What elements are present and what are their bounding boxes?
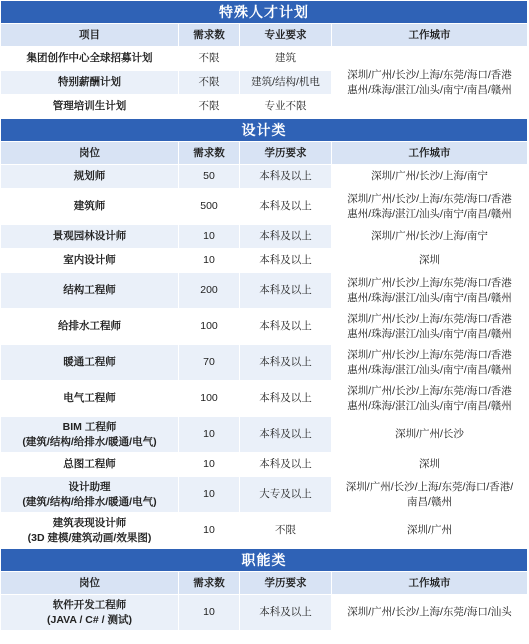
row-city — [332, 165, 528, 189]
row-count: 100 — [179, 309, 240, 345]
row-count: 10 — [179, 453, 240, 477]
city-line: 深圳/广州/长沙/上海/东莞/海口/香港 — [347, 192, 512, 205]
city-line: 惠州/珠海/湛江/汕头/南宁/南昌/赣州 — [347, 291, 512, 304]
col-header-education: 学历要求 — [240, 142, 332, 165]
table-row — [1, 381, 528, 417]
functional-column-headers — [1, 572, 528, 595]
row-city — [332, 309, 528, 345]
row-city — [332, 595, 528, 631]
city-line: 深圳/广州/长沙/上海/东莞/海口/香港 — [347, 312, 512, 325]
row-count: 10 — [179, 595, 240, 631]
row-name-subline: (3D 建模/建筑动画/效果图) — [27, 531, 152, 544]
row-name: 暖通工程师 — [1, 345, 179, 381]
city-line: 惠州/珠海/湛江/汕头/南宁/南昌/赣州 — [347, 83, 512, 96]
section-title-special: 特殊人才计划 — [1, 1, 528, 24]
table-row — [1, 47, 528, 71]
row-count: 200 — [179, 273, 240, 309]
row-education: 本科及以上 — [240, 249, 332, 273]
special-column-headers — [1, 24, 528, 47]
row-name: 规划师 — [1, 165, 179, 189]
row-name: 景观园林设计师 — [1, 225, 179, 249]
city-line: 惠州/珠海/湛江/汕头/南宁/南昌/赣州 — [347, 399, 512, 412]
table-row — [1, 165, 528, 189]
row-city — [332, 189, 528, 225]
row-major: 专业不限 — [240, 95, 332, 119]
table-row — [1, 595, 528, 631]
row-education: 本科及以上 — [240, 417, 332, 453]
row-city — [332, 225, 528, 249]
city-line: 南昌/赣州 — [407, 495, 452, 508]
table-row — [1, 453, 528, 477]
row-count: 10 — [179, 513, 240, 549]
row-count: 不限 — [179, 47, 240, 71]
city-line: 深圳/广州/长沙/上海/东莞/海口/香港 — [347, 348, 512, 361]
col-header-education: 学历要求 — [240, 572, 332, 595]
city-line: 深圳/广州/长沙/上海/东莞/海口/香港 — [347, 384, 512, 397]
city-line: 惠州/珠海/湛江/汕头/南宁/南昌/赣州 — [347, 363, 512, 376]
col-header-city: 工作城市 — [332, 572, 528, 595]
row-education: 本科及以上 — [240, 165, 332, 189]
table-row — [1, 225, 528, 249]
col-header-city: 工作城市 — [332, 24, 528, 47]
row-name — [1, 417, 179, 453]
row-name-line: 建筑表现设计师 — [52, 516, 127, 529]
col-header-city: 工作城市 — [332, 142, 528, 165]
row-education: 本科及以上 — [240, 595, 332, 631]
row-name: 电气工程师 — [1, 381, 179, 417]
table-row — [1, 273, 528, 309]
row-count: 10 — [179, 477, 240, 513]
row-count: 不限 — [179, 71, 240, 95]
row-education: 本科及以上 — [240, 189, 332, 225]
city-line: 深圳/广州/长沙/上海/东莞/海口/香港/ — [345, 480, 514, 493]
city-line: 深圳 — [419, 458, 440, 470]
row-city — [332, 477, 528, 513]
section-design-header — [1, 119, 528, 142]
table-row — [1, 513, 528, 549]
row-name: 建筑师 — [1, 189, 179, 225]
row-name-line: BIM 工程师 — [62, 420, 117, 433]
row-name: 特别薪酬计划 — [1, 71, 179, 95]
row-city — [332, 345, 528, 381]
design-column-headers — [1, 142, 528, 165]
row-name-line: 设计助理 — [68, 480, 111, 493]
table-row — [1, 249, 528, 273]
city-line: 惠州/珠海/湛江/汕头/南宁/南昌/赣州 — [347, 327, 512, 340]
city-line: 惠州/珠海/湛江/汕头/南宁/南昌/赣州 — [347, 207, 512, 220]
row-count: 不限 — [179, 95, 240, 119]
row-education: 大专及以上 — [240, 477, 332, 513]
row-city — [332, 381, 528, 417]
city-line: 深圳/广州/长沙/上海/东莞/海口/香港 — [347, 68, 512, 81]
city-line: 深圳/广州 — [407, 524, 452, 536]
row-count: 10 — [179, 225, 240, 249]
row-count: 500 — [179, 189, 240, 225]
row-name: 结构工程师 — [1, 273, 179, 309]
city-line: 深圳/广州/长沙/上海/东莞/海口/汕头 — [347, 606, 512, 618]
special-city-cell — [332, 47, 528, 119]
table-row — [1, 417, 528, 453]
row-city — [332, 249, 528, 273]
section-title-functional: 职能类 — [1, 549, 528, 572]
row-name-subline: (JAVA / C# / 测试) — [47, 613, 132, 626]
row-count: 10 — [179, 249, 240, 273]
row-name — [1, 595, 179, 631]
row-education: 本科及以上 — [240, 225, 332, 249]
col-header-project: 项目 — [1, 24, 179, 47]
row-education: 本科及以上 — [240, 381, 332, 417]
section-functional-header — [1, 549, 528, 572]
row-education: 本科及以上 — [240, 309, 332, 345]
col-header-count: 需求数 — [179, 572, 240, 595]
city-line: 深圳/广州/长沙 — [395, 428, 464, 440]
row-major: 建筑 — [240, 47, 332, 71]
table-row — [1, 345, 528, 381]
city-line: 深圳 — [419, 254, 440, 266]
row-city — [332, 417, 528, 453]
row-city — [332, 453, 528, 477]
row-name: 给排水工程师 — [1, 309, 179, 345]
row-education: 不限 — [240, 513, 332, 549]
section-title-design: 设计类 — [1, 119, 528, 142]
row-city — [332, 513, 528, 549]
row-name-subline: (建筑/结构/给排水/暖通/电气) — [22, 495, 157, 508]
city-line: 深圳/广州/长沙/上海/南宁 — [371, 230, 488, 242]
row-name-subline: (建筑/结构/给排水/暖通/电气) — [22, 435, 157, 448]
col-header-count: 需求数 — [179, 24, 240, 47]
row-name — [1, 513, 179, 549]
row-count: 100 — [179, 381, 240, 417]
col-header-position: 岗位 — [1, 572, 179, 595]
row-education: 本科及以上 — [240, 273, 332, 309]
city-line: 深圳/广州/长沙/上海/南宁 — [371, 170, 488, 182]
row-major: 建筑/结构/机电 — [240, 71, 332, 95]
table-row — [1, 477, 528, 513]
row-education: 本科及以上 — [240, 453, 332, 477]
city-line: 深圳/广州/长沙/上海/东莞/海口/香港 — [347, 276, 512, 289]
col-header-count: 需求数 — [179, 142, 240, 165]
col-header-position: 岗位 — [1, 142, 179, 165]
row-name — [1, 477, 179, 513]
row-count: 70 — [179, 345, 240, 381]
row-education: 本科及以上 — [240, 345, 332, 381]
row-city — [332, 273, 528, 309]
row-count: 10 — [179, 417, 240, 453]
row-name: 集团创作中心全球招募计划 — [1, 47, 179, 71]
section-special-header — [1, 1, 528, 24]
row-name: 总图工程师 — [1, 453, 179, 477]
row-name: 室内设计师 — [1, 249, 179, 273]
row-count: 50 — [179, 165, 240, 189]
col-header-major: 专业要求 — [240, 24, 332, 47]
table-row — [1, 189, 528, 225]
table-row — [1, 309, 528, 345]
row-name: 管理培训生计划 — [1, 95, 179, 119]
row-name-line: 软件开发工程师 — [52, 598, 127, 611]
